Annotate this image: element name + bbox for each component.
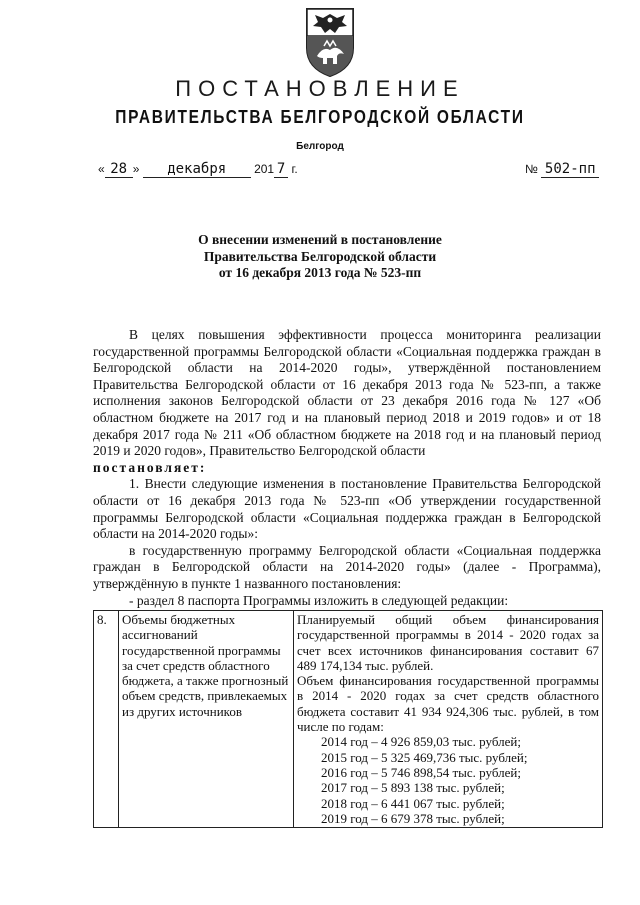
item-1-paragraph: 1. Внести следующие изменения в постановление Правительства Белгородской области от 16 декабря 2013 года № 523-пп «Об утверждении государственной программы Белгородской области «Социальная поддержка граждан в Белгородской области на 2014-2020 годы»:: [93, 476, 601, 542]
year-line: 2017 год – 5 893 138 тыс. рублей;: [321, 780, 505, 796]
date-quote-open: «: [98, 162, 105, 176]
issuing-authority: ПРАВИТЕЛЬСТВА БЕЛГОРОДСКОЙ ОБЛАСТИ: [115, 107, 525, 127]
city: Белгород: [296, 141, 344, 152]
date-month: декабря: [143, 161, 251, 178]
document-type: ПОСТАНОВЛЕНИЕ: [175, 76, 465, 101]
date-g: г.: [291, 162, 298, 176]
resolves-word: постановляет:: [93, 459, 207, 475]
date-day: 28: [105, 161, 133, 178]
year-line: 2018 год – 6 441 067 тыс. рублей;: [321, 795, 505, 811]
title-line-1: О внесении изменений в постановление: [198, 232, 442, 247]
number-value: 502-пп: [541, 161, 599, 178]
passport-table: [93, 610, 603, 828]
intro-paragraph: [93, 327, 601, 476]
year-line: 2015 год – 5 325 469,736 тыс. рублей;: [321, 749, 528, 765]
row-label: Объемы бюджетных ассигнований государственной программы за счет средств областного бюджета, а также прогнозный объем средств, привлекаемых из других источников: [119, 611, 294, 828]
item-3-paragraph: - раздел 8 паспорта Программы изложить в следующей редакции:: [129, 592, 509, 608]
document-number: [525, 161, 599, 178]
year-line: 2016 год – 5 746 898,54 тыс. рублей;: [321, 764, 521, 780]
year-line: 2014 год – 4 926 859,03 тыс. рублей;: [321, 734, 521, 750]
date-year-suffix: 7: [274, 161, 288, 178]
total-funding: Планируемый общий объем финансирования государственной программы в 2014 - 2020 годах за счет всех источников финансирования составит 67 489 174,134 тыс. рублей.: [297, 612, 599, 673]
year-line: 2019 год – 6 679 378 тыс. рублей;: [321, 810, 505, 826]
date-year-prefix: 201: [254, 162, 275, 176]
date-quote-close: »: [132, 162, 140, 176]
coat-of-arms-icon: [303, 6, 357, 78]
row-number: 8.: [94, 611, 119, 828]
document-date: [98, 161, 298, 178]
document-title: [0, 232, 640, 282]
table-row: [94, 611, 603, 828]
intro-text: В целях повышения эффективности процесса мониторинга реализации государственной программы Белгородской области «Социальная поддержка граждан в Белгородской области на 2014-2020 годы», утверждённой постановлением Правительства Белгородской области от 16 декабря 2013 года № 523-пп, а также исполнения законов Белгородской области от 23 декабря 2016 года № 127 «Об областном бюджете на 2017 год и на плановый период 2018 и 2019 годов» и от 18 декабря 2017 года № 211 «Об областном бюджете на 2018 год и на плановый период 2019 и 2020 годов», Правительство Белгородской области: [93, 327, 601, 459]
item-2-paragraph: в государственную программу Белгородской области «Социальная поддержка граждан в Белгородской области на 2014-2020 годы» (далее - Программа), утверждённую в пункте 1 названного постановления:: [93, 542, 601, 591]
number-label: №: [525, 162, 538, 176]
title-line-2: Правительства Белгородской области: [203, 248, 437, 264]
title-line-3: от 16 декабря 2013 года № 523-пп: [218, 265, 422, 280]
row-value: [294, 611, 603, 828]
document-body: [93, 327, 601, 609]
regional-funding: Объем финансирования государственной программы в 2014 - 2020 годах за счет средств областного бюджета составит 41 934 924,306 тыс. рублей, в том числе по годам:: [297, 673, 599, 735]
